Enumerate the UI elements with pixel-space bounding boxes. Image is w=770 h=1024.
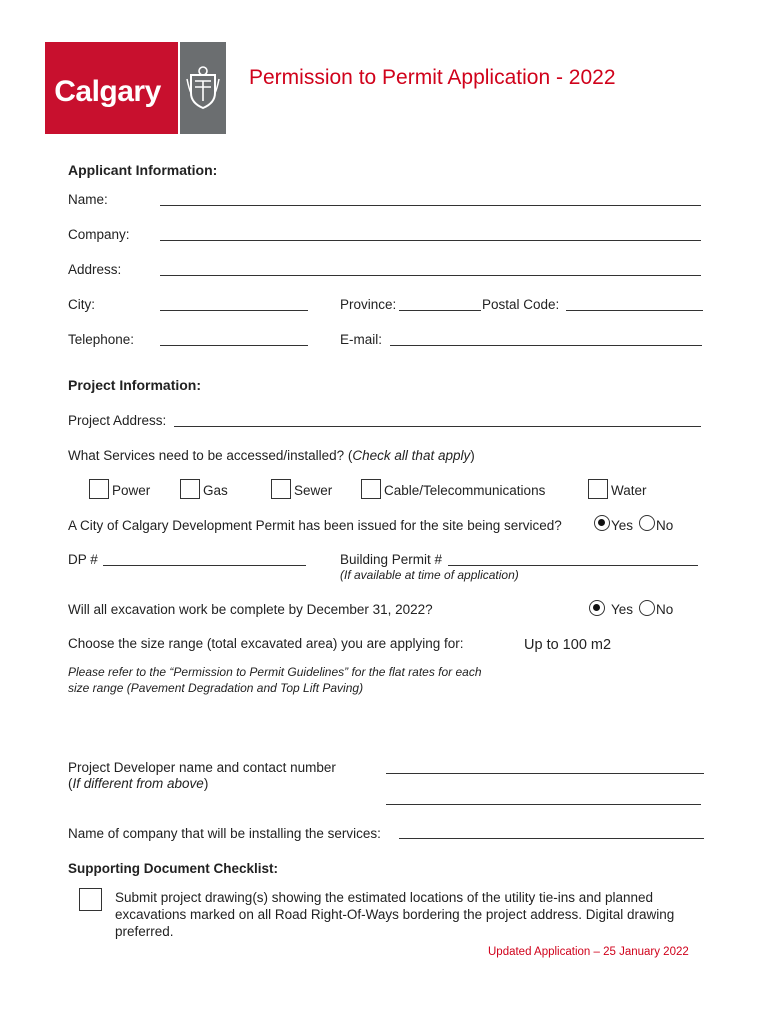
email-field[interactable] (390, 345, 702, 346)
updated-date-footer: Updated Application – 25 January 2022 (488, 946, 689, 958)
email-label: E-mail: (340, 332, 383, 347)
dp-no-radio[interactable] (639, 515, 655, 531)
applicant-heading: Applicant Information: (68, 162, 218, 178)
water-checkbox[interactable] (588, 479, 608, 499)
guidelines-note (68, 664, 482, 696)
logo-text: Calgary (54, 75, 161, 108)
checklist-heading: Supporting Document Checklist: (68, 861, 279, 876)
city-crest-icon (180, 42, 226, 134)
developer-name-field[interactable] (386, 773, 704, 774)
sewer-label: Sewer (294, 483, 333, 498)
cable-telecom-label: Cable/Telecommunications (384, 483, 546, 498)
address-label: Address: (68, 262, 122, 277)
installer-field[interactable] (399, 838, 704, 839)
dp-number-label: DP # (68, 552, 98, 567)
building-permit-field[interactable] (448, 565, 698, 566)
province-label: Province: (340, 297, 397, 312)
installer-label: Name of company that will be installing the services: (68, 826, 381, 841)
dp-question: A City of Calgary Development Permit has been issued for the site being serviced? (68, 518, 562, 533)
dp-number-field[interactable] (103, 565, 306, 566)
power-checkbox[interactable] (89, 479, 109, 499)
developer-hint: (If different from above) (68, 776, 209, 791)
cable-telecom-checkbox[interactable] (361, 479, 381, 499)
company-field[interactable] (160, 240, 701, 241)
gas-label: Gas (203, 483, 228, 498)
excavation-yes-label: Yes (611, 602, 634, 617)
telephone-label: Telephone: (68, 332, 135, 347)
power-label: Power (112, 483, 151, 498)
excavation-yes-radio[interactable] (589, 600, 605, 616)
drawings-checkbox[interactable] (79, 888, 102, 911)
developer-label: Project Developer name and contact number (68, 760, 336, 775)
excavation-no-label: No (656, 602, 674, 617)
gas-checkbox[interactable] (180, 479, 200, 499)
excavation-question: Will all excavation work be complete by December 31, 2022? (68, 602, 433, 617)
dp-yes-radio[interactable] (594, 515, 610, 531)
sewer-checkbox[interactable] (271, 479, 291, 499)
guidelines-note-line2: size range (Pavement Degradation and Top Lift Paving) (68, 681, 364, 695)
dp-no-label: No (656, 518, 674, 533)
guidelines-note-line1: Please refer to the “Permission to Permit Guidelines” for the flat rates for each (68, 665, 482, 679)
city-label: City: (68, 297, 95, 312)
project-heading: Project Information: (68, 377, 202, 393)
address-field[interactable] (160, 275, 701, 276)
size-range-select[interactable]: Up to 100 m2 (524, 637, 612, 653)
name-label: Name: (68, 192, 108, 207)
telephone-field[interactable] (160, 345, 308, 346)
building-permit-label: Building Permit # (340, 552, 443, 567)
size-question: Choose the size range (total excavated area) you are applying for: (68, 636, 464, 651)
excavation-no-radio[interactable] (639, 600, 655, 616)
project-address-label: Project Address: (68, 413, 167, 428)
developer-contact-field[interactable] (386, 804, 701, 805)
project-address-field[interactable] (174, 426, 701, 427)
services-question: What Services need to be accessed/installed? (Check all that apply) (68, 448, 475, 463)
city-field[interactable] (160, 310, 308, 311)
company-label: Company: (68, 227, 130, 242)
name-field[interactable] (160, 205, 701, 206)
building-permit-hint: (If available at time of application) (340, 568, 519, 582)
drawings-item-text: Submit project drawing(s) showing the estimated locations of the utility tie-ins and planned excavations marked on all Road Right-Of-Ways bordering the project address. Digital drawing preferred. (115, 890, 675, 939)
page-title: Permission to Permit Application - 2022 (249, 66, 616, 89)
water-label: Water (611, 483, 647, 498)
postal-code-field[interactable] (566, 310, 703, 311)
province-field[interactable] (399, 310, 481, 311)
postal-code-label: Postal Code: (482, 297, 560, 312)
dp-yes-label: Yes (611, 518, 634, 533)
calgary-logo (45, 42, 178, 134)
